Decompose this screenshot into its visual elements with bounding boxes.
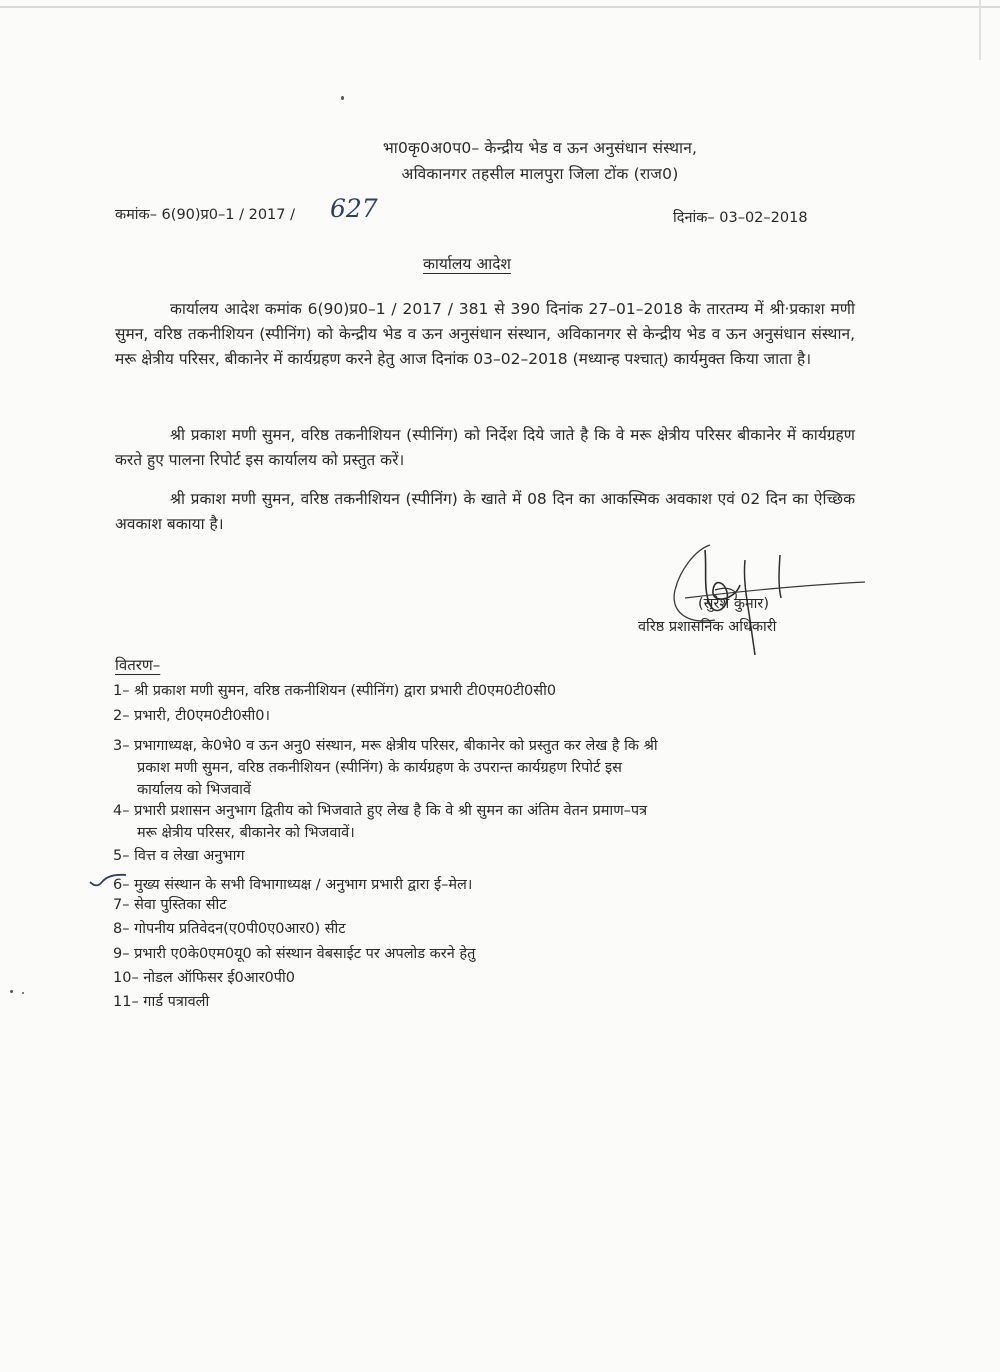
handwritten-tick-mark: [88, 870, 128, 890]
handwritten-reference-number: 627: [330, 194, 378, 223]
institute-address: अविकानगर तहसील मालपुरा जिला टोंक (राज0): [401, 165, 679, 183]
scan-edge-top: [0, 6, 1000, 8]
distribution-line: प्रकाश मणी सुमन, वरिष्ठ तकनीशियन (स्पीनिंग) के कार्यग्रहण के उपरान्त कार्यग्रहण रिपोर्ट इस: [137, 760, 622, 776]
scan-speck: [10, 990, 13, 993]
distribution-line: 7– सेवा पुस्तिका सीट: [113, 897, 227, 913]
distribution-item: [113, 705, 863, 727]
scan-speck: [22, 992, 24, 994]
distribution-heading: वितरण–: [115, 656, 161, 674]
scan-speck: [341, 96, 344, 100]
distribution-item: [113, 680, 863, 702]
distribution-line: 1– श्री प्रकाश मणी सुमन, वरिष्ठ तकनीशियन (स्पीनिंग) द्वारा प्रभारी टी0एम0टी0सी0: [113, 683, 557, 699]
distribution-item: [113, 894, 863, 916]
distribution-item: [113, 918, 863, 940]
distribution-line: मरू क्षेत्रीय परिसर, बीकानेर को भिजवावें।: [137, 825, 355, 841]
paragraph-text: कार्यालय आदेश कमांक 6(90)प्र0–1 / 2017 / 381 से 390 दिनांक 27–01–2018 के तारतम्य में श्री·प्रकाश मणी सुमन, वरिष्ठ तकनीशियन (स्पीनिंग) को केन्द्रीय भेड व ऊन अनुसंधान संस्थान, अविकानगर से केन्द्रीय भेड व ऊन अनुसंधान संस्थान, मरू क्षेत्रीय परिसर, बीकानेर में कार्यग्रहण करने हेतु आज दिनांक 03–02–2018 (मध्यान्ह पश्चात्) कार्यमुक्त किया जाता है।: [115, 300, 855, 368]
distribution-line: 5– वित्त व लेखा अनुभाग: [113, 848, 245, 864]
body-paragraph: [115, 297, 855, 372]
paragraph-text: श्री प्रकाश मणी सुमन, वरिष्ठ तकनीशियन (स्पीनिंग) को निर्देश दिये जाते है कि वे मरू क्षेत्रीय परिसर बीकानेर में कार्यग्रहण करते हुए पालना रिपोर्ट इस कार्यालय को प्रस्तुत करें।: [115, 426, 855, 469]
signatory-designation: वरिष्ठ प्रशासनिक अधिकारी: [638, 619, 777, 635]
distribution-line: 9– प्रभारी ए0के0एम0यू0 को संस्थान वेबसाईट पर अपलोड करने हेतु: [113, 946, 476, 962]
distribution-item: [113, 943, 863, 965]
institute-name: भा0कृ0अ0प0– केन्द्रीय भेड व ऊन अनुसंधान संस्थान,: [382, 139, 698, 157]
distribution-item: [113, 800, 863, 844]
distribution-line: 3– प्रभागाध्यक्ष, के0भे0 व ऊन अनु0 संस्थान, मरू क्षेत्रीय परिसर, बीकानेर को प्रस्तुत कर लेख है कि श्री: [113, 738, 658, 754]
signatory-name: (सुरेश कुमार): [698, 596, 770, 612]
distribution-line: 4– प्रभारी प्रशासन अनुभाग द्वितीय को भिजवाते हुए लेख है कि वे श्री सुमन का अंतिम वेतन प्रमाण–पत्र: [113, 803, 648, 819]
distribution-item: [113, 967, 863, 989]
scan-edge-right: [979, 0, 981, 60]
order-date: दिनांक– 03–02–2018: [673, 210, 808, 226]
paragraph-text: श्री प्रकाश मणी सुमन, वरिष्ठ तकनीशियन (स्पीनिंग) के खाते में 08 दिन का आकस्मिक अवकाश एवं 02 दिन का ऐच्छिक अवकाश बकाया है।: [115, 490, 855, 533]
distribution-item: [113, 735, 863, 801]
distribution-line: 8– गोपनीय प्रतिवेदन(ए0पी0ए0आर0) सीट: [113, 921, 346, 937]
reference-number: कमांक– 6(90)प्र0–1 / 2017 /: [115, 207, 295, 223]
distribution-item: [113, 874, 863, 896]
distribution-item: [113, 845, 863, 867]
body-paragraph: [115, 423, 855, 473]
document-subject: कार्यालय आदेश: [423, 255, 511, 273]
distribution-item: [113, 991, 863, 1013]
distribution-line: 2– प्रभारी, टी0एम0टी0सी0।: [113, 708, 270, 724]
distribution-line: 6– मुख्य संस्थान के सभी विभागाध्यक्ष / अनुभाग प्रभारी द्वारा ई–मेल।: [113, 877, 473, 893]
distribution-line: 11– गार्ड पत्रावली: [113, 994, 210, 1010]
distribution-line: 10– नोडल ऑफिसर ई0आर0पी0: [113, 970, 295, 986]
distribution-line: कार्यालय को भिजवावें: [137, 782, 251, 798]
